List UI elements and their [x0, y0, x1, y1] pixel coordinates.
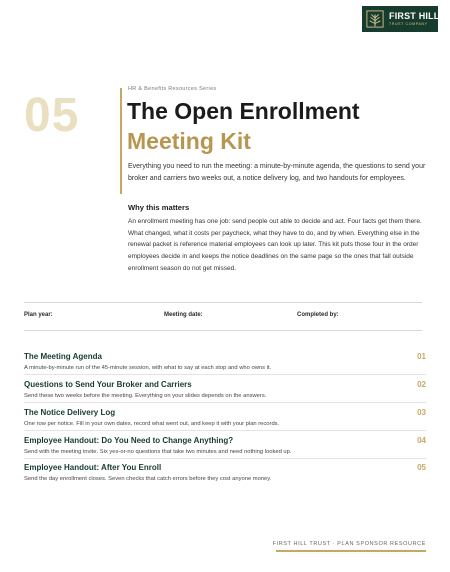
toc-item-title: Questions to Send Your Broker and Carriers [24, 380, 192, 389]
toc-item[interactable] [24, 436, 426, 455]
page-title-accent: Meeting Kit [127, 128, 251, 154]
why-paragraph: An enrollment meeting has one job: send people out able to decide and act. Four facts get them there. What changed, what it costs per paycheck, what they have to do, and by when. Everything else in the renewal packet is reference material employees can look up later. This kit puts those four in the order employees decide in and keeps the notice deadlines on the same page so the ones that fall outside enrollment season do not get missed. [128, 218, 422, 272]
toc-separator [24, 458, 426, 459]
divider-top [24, 302, 422, 303]
toc-item-desc: Send these two weeks before the meeting. Everything on your slides depends on the answers. [24, 393, 267, 399]
title-rule [120, 88, 122, 194]
toc-item-desc: Send with the meeting invite. Six yes-or-no questions that take two minutes and need nothing looked up. [24, 449, 292, 455]
toc-item[interactable] [24, 352, 426, 371]
completed-by-field[interactable]: Completed by: [297, 312, 339, 318]
toc-item-title: Employee Handout: After You Enroll [24, 463, 162, 472]
meeting-date-field[interactable]: Meeting date: [164, 312, 203, 318]
toc-item-title: The Notice Delivery Log [24, 408, 116, 417]
footer-rule [276, 550, 426, 552]
brand-name: FIRST HILL [389, 11, 440, 21]
brand-tagline: TRUST COMPANY [389, 22, 428, 26]
toc-item[interactable] [24, 408, 426, 427]
section-number: 05 [24, 89, 80, 142]
footer-text: FIRST HILL TRUST · PLAN SPONSOR RESOURCE [272, 541, 426, 547]
why-heading: Why this matters [128, 203, 190, 212]
toc-separator [24, 374, 426, 375]
brand-logo [362, 6, 438, 32]
toc-item-number: 01 [417, 352, 426, 361]
toc-item-title: Employee Handout: Do You Need to Change Anything? [24, 436, 234, 445]
plan-year-field[interactable]: Plan year: [24, 312, 53, 318]
toc-item-number: 05 [417, 463, 426, 472]
divider-bottom [24, 330, 422, 331]
page-title: The Open Enrollment [127, 98, 360, 124]
toc-item-title: The Meeting Agenda [24, 352, 102, 361]
toc-item-desc: One row per notice. Fill in your own dates, record what went out, and keep it with your plan records. [24, 421, 280, 427]
series-label: HR & Benefits Resources Series [128, 86, 217, 92]
toc-item[interactable] [24, 463, 426, 482]
toc-item-number: 02 [417, 380, 426, 389]
intro-paragraph: Everything you need to run the meeting: a minute-by-minute agenda, the questions to send your broker and carriers two weeks out, a notice delivery log, and two handouts for employees. [128, 163, 426, 182]
toc-separator [24, 430, 426, 431]
toc-item-number: 04 [417, 436, 426, 445]
toc-item-desc: A minute-by-minute run of the 45-minute session, with what to say at each stop and who owns it. [24, 365, 272, 371]
toc-item[interactable] [24, 380, 426, 399]
tree-icon [366, 10, 384, 28]
toc-item-desc: Send the day enrollment closes. Seven checks that catch errors before they cost anyone money. [24, 476, 272, 482]
toc-separator [24, 402, 426, 403]
toc-item-number: 03 [417, 408, 426, 417]
